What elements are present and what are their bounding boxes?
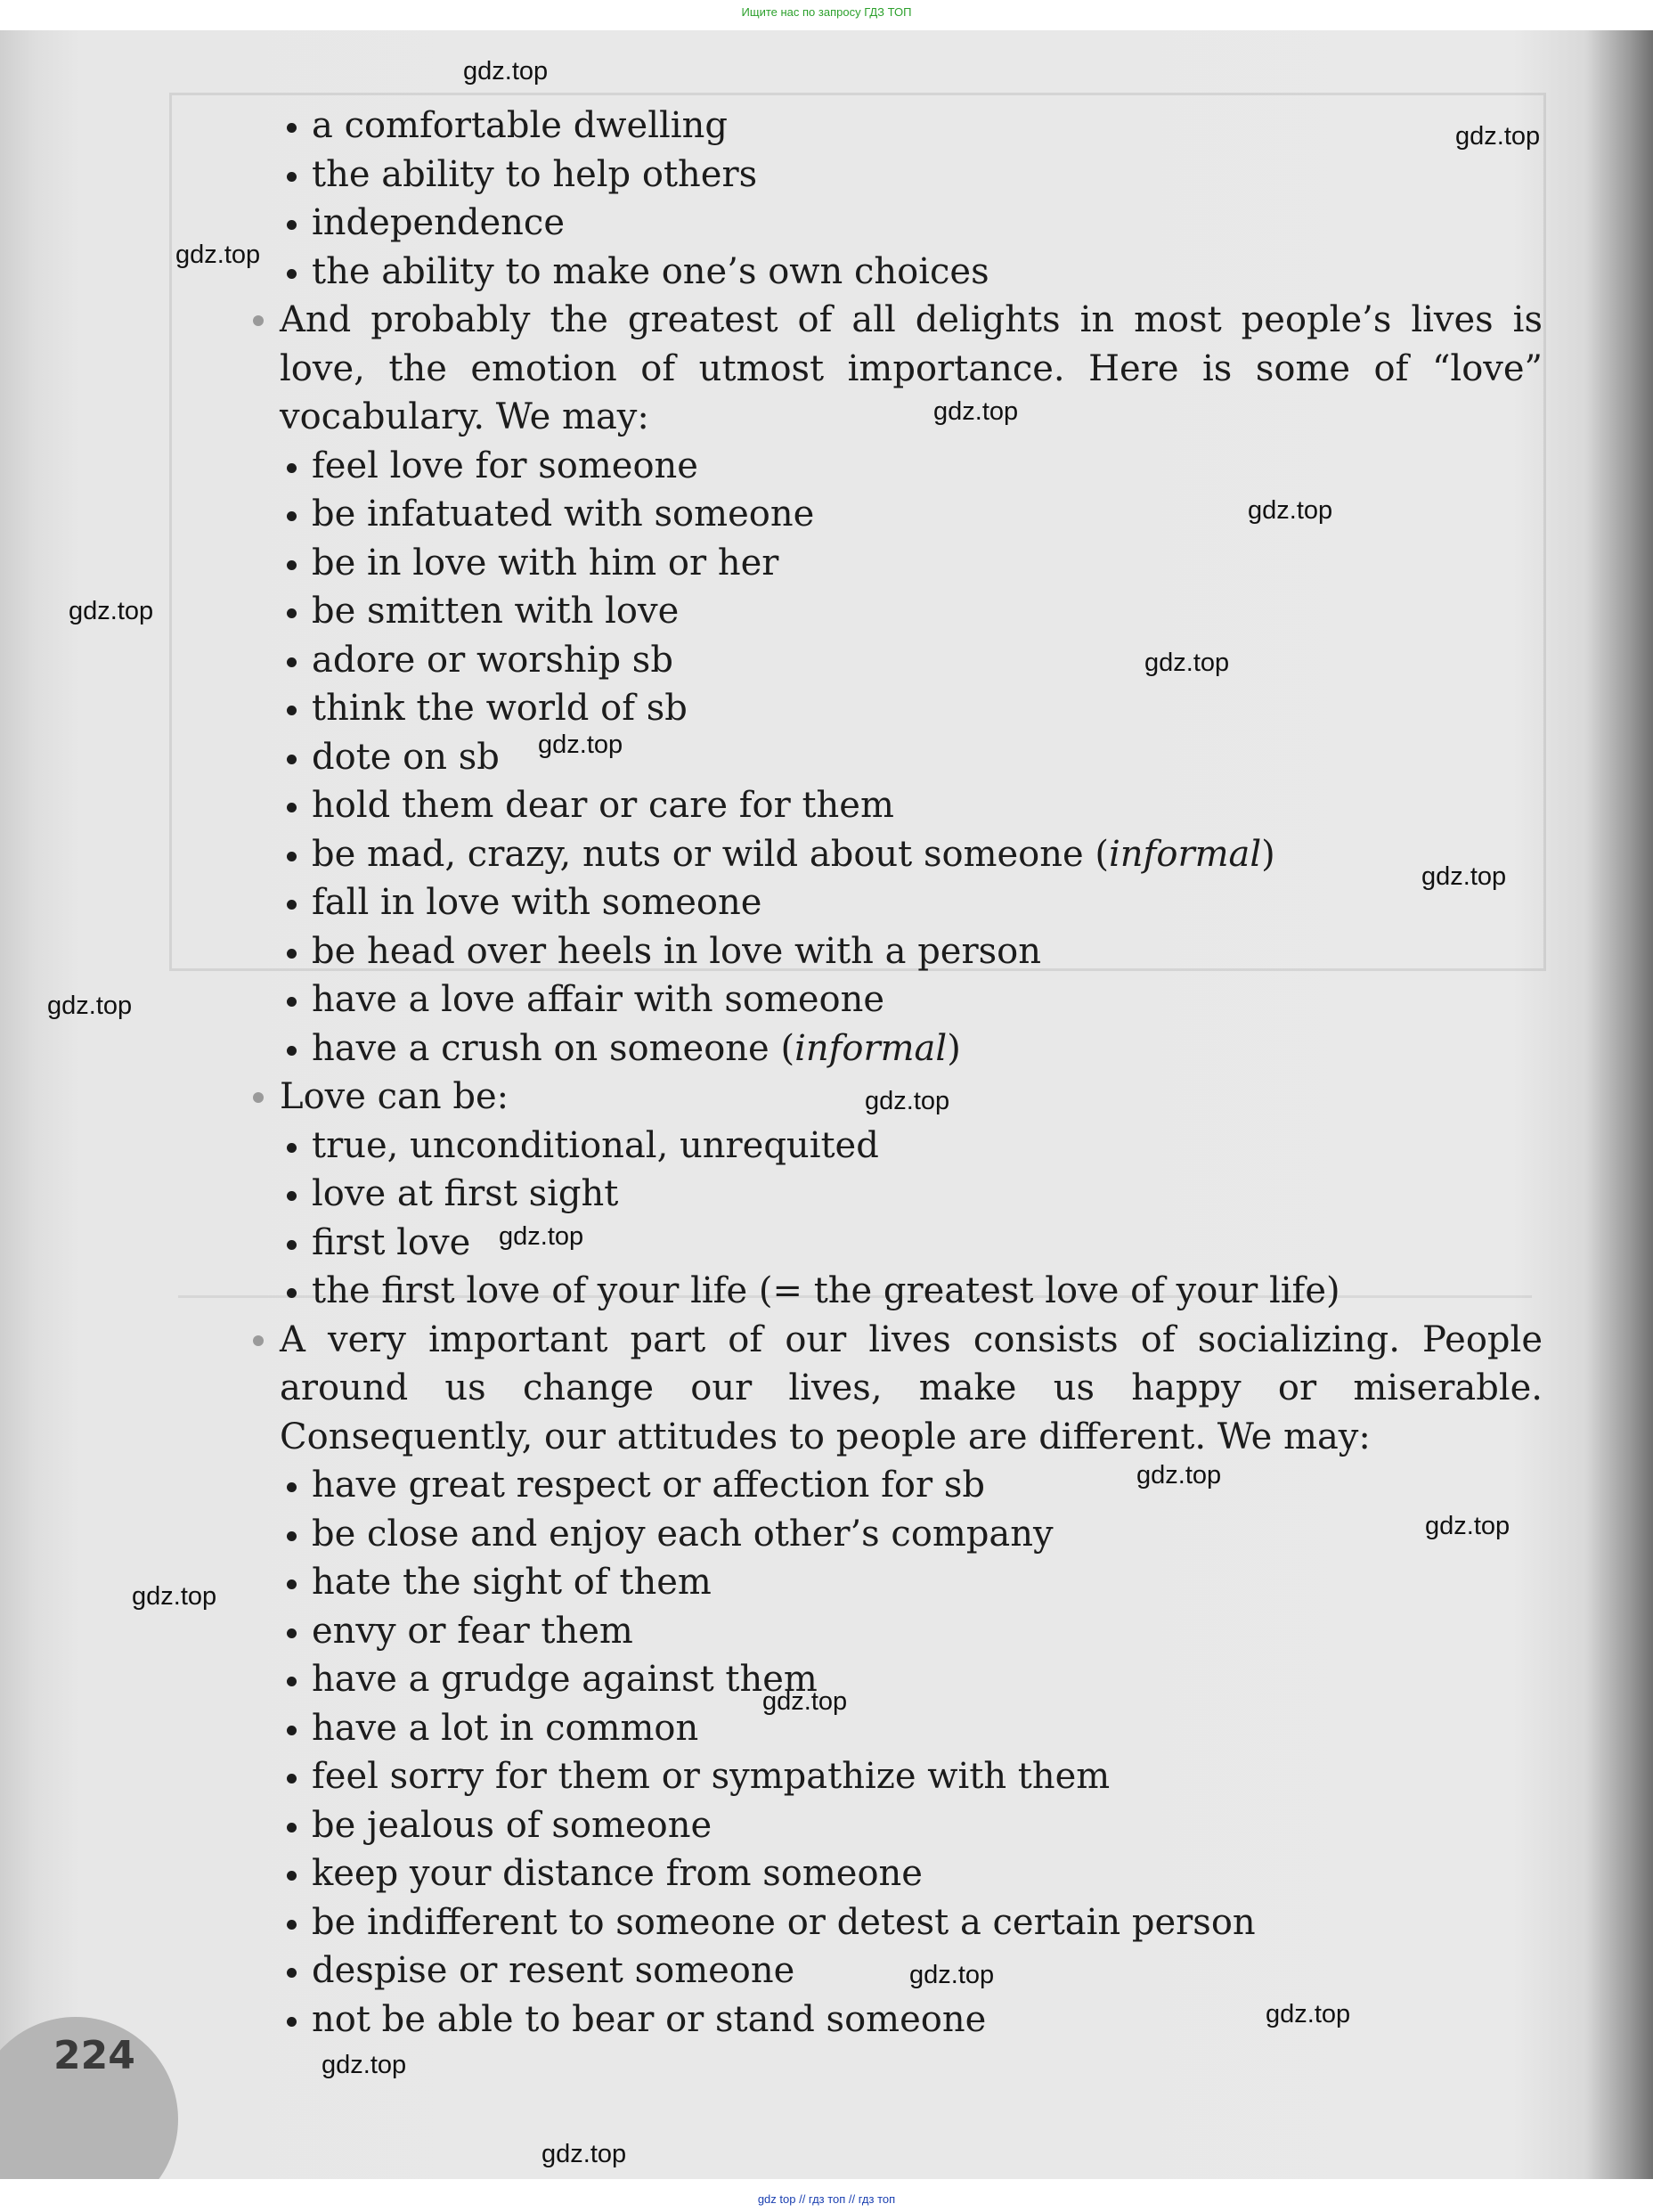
watermark: gdz.top (762, 1687, 848, 1716)
paragraph-social-line: A very important part of our lives consists of socializing. People (248, 1316, 1539, 1365)
list-item: dote on sb (248, 733, 1539, 782)
list-item: hold them dear or care for them (248, 781, 1539, 830)
list-item: be jealous of someone (248, 1801, 1539, 1850)
watermark: gdz.top (175, 241, 261, 269)
paragraph-love-line: vocabulary. We may: (280, 396, 649, 437)
love-can-be-heading: Love can be: (248, 1073, 1539, 1122)
list-item: despise or resent someone (248, 1947, 1539, 1996)
watermark: gdz.top (1455, 122, 1541, 151)
watermark: gdz.top (1144, 649, 1230, 677)
list-item: envy or fear them (248, 1607, 1539, 1656)
list-item: have a crush on someone (informal) (248, 1024, 1539, 1073)
paragraph-love-line: love, the emotion of utmost importance. Here is some of “love” (280, 347, 1543, 389)
watermark: gdz.top (322, 2051, 407, 2079)
list-item: true, unconditional, unrequited (248, 1122, 1539, 1171)
top-banner[interactable]: Ищите нас по запросу ГДЗ ТОП (741, 5, 912, 19)
list-item: not be able to bear or stand someone (248, 1996, 1539, 2045)
watermark: gdz.top (933, 397, 1019, 426)
list-item: have a love affair with someone (248, 975, 1539, 1024)
watermark: gdz.top (132, 1582, 217, 1611)
list-item: the ability to help others (248, 151, 1539, 200)
list-item: be in love with him or her (248, 539, 1539, 588)
list-item: the ability to make one’s own choices (248, 248, 1539, 297)
list-item: have great respect or affection for sb (248, 1461, 1539, 1510)
watermark: gdz.top (1421, 862, 1507, 891)
list-item: fall in love with someone (248, 878, 1539, 927)
list-item: independence (248, 199, 1539, 248)
paragraph-social-line: around us change our lives, make us happy or miserable. (280, 1367, 1543, 1408)
watermark: gdz.top (1248, 496, 1333, 525)
list-item: be indifferent to someone or detest a certain person (248, 1898, 1539, 1947)
bottom-banner[interactable]: gdz top // гдз топ // гдз топ (757, 2192, 896, 2206)
list-item: be smitten with love (248, 587, 1539, 636)
page-content (248, 102, 1543, 2044)
textbook-page (0, 30, 1653, 2179)
watermark: gdz.top (542, 2140, 627, 2168)
watermark: gdz.top (463, 57, 549, 86)
watermark: gdz.top (909, 1961, 995, 1989)
watermark: gdz.top (1425, 1512, 1510, 1540)
list-item: feel love for someone (248, 442, 1539, 491)
list-item: love at first sight (248, 1170, 1539, 1219)
list-item: adore or worship sb (248, 636, 1539, 685)
list-item: think the world of sb (248, 684, 1539, 733)
list-item: have a grudge against them (248, 1655, 1539, 1704)
list-item: have a lot in common (248, 1704, 1539, 1753)
watermark: gdz.top (1136, 1461, 1222, 1490)
watermark: gdz.top (47, 992, 133, 1020)
paragraph-love-line: And probably the greatest of all delights in most people’s lives is (248, 296, 1539, 345)
list-item: be close and enjoy each other’s company (248, 1510, 1539, 1559)
list-item: keep your distance from someone (248, 1849, 1539, 1898)
watermark: gdz.top (69, 597, 154, 625)
list-item: feel sorry for them or sympathize with them (248, 1752, 1539, 1801)
list-item: first love (248, 1219, 1539, 1268)
watermark: gdz.top (538, 731, 623, 759)
list-item: a comfortable dwelling (248, 102, 1539, 151)
paragraph-social-line: Consequently, our attitudes to people are different. We may: (280, 1416, 1371, 1457)
list-item: be mad, crazy, nuts or wild about someone (informal) (248, 830, 1539, 879)
watermark: gdz.top (865, 1087, 950, 1115)
list-item: be head over heels in love with a person (248, 927, 1539, 976)
watermark: gdz.top (1266, 2000, 1351, 2028)
list-item: the first love of your life (= the greatest love of your life) (248, 1267, 1539, 1316)
page-number: 224 (53, 2033, 135, 2078)
list-item: be infatuated with someone (248, 490, 1539, 539)
watermark: gdz.top (499, 1222, 584, 1251)
list-item: hate the sight of them (248, 1558, 1539, 1607)
